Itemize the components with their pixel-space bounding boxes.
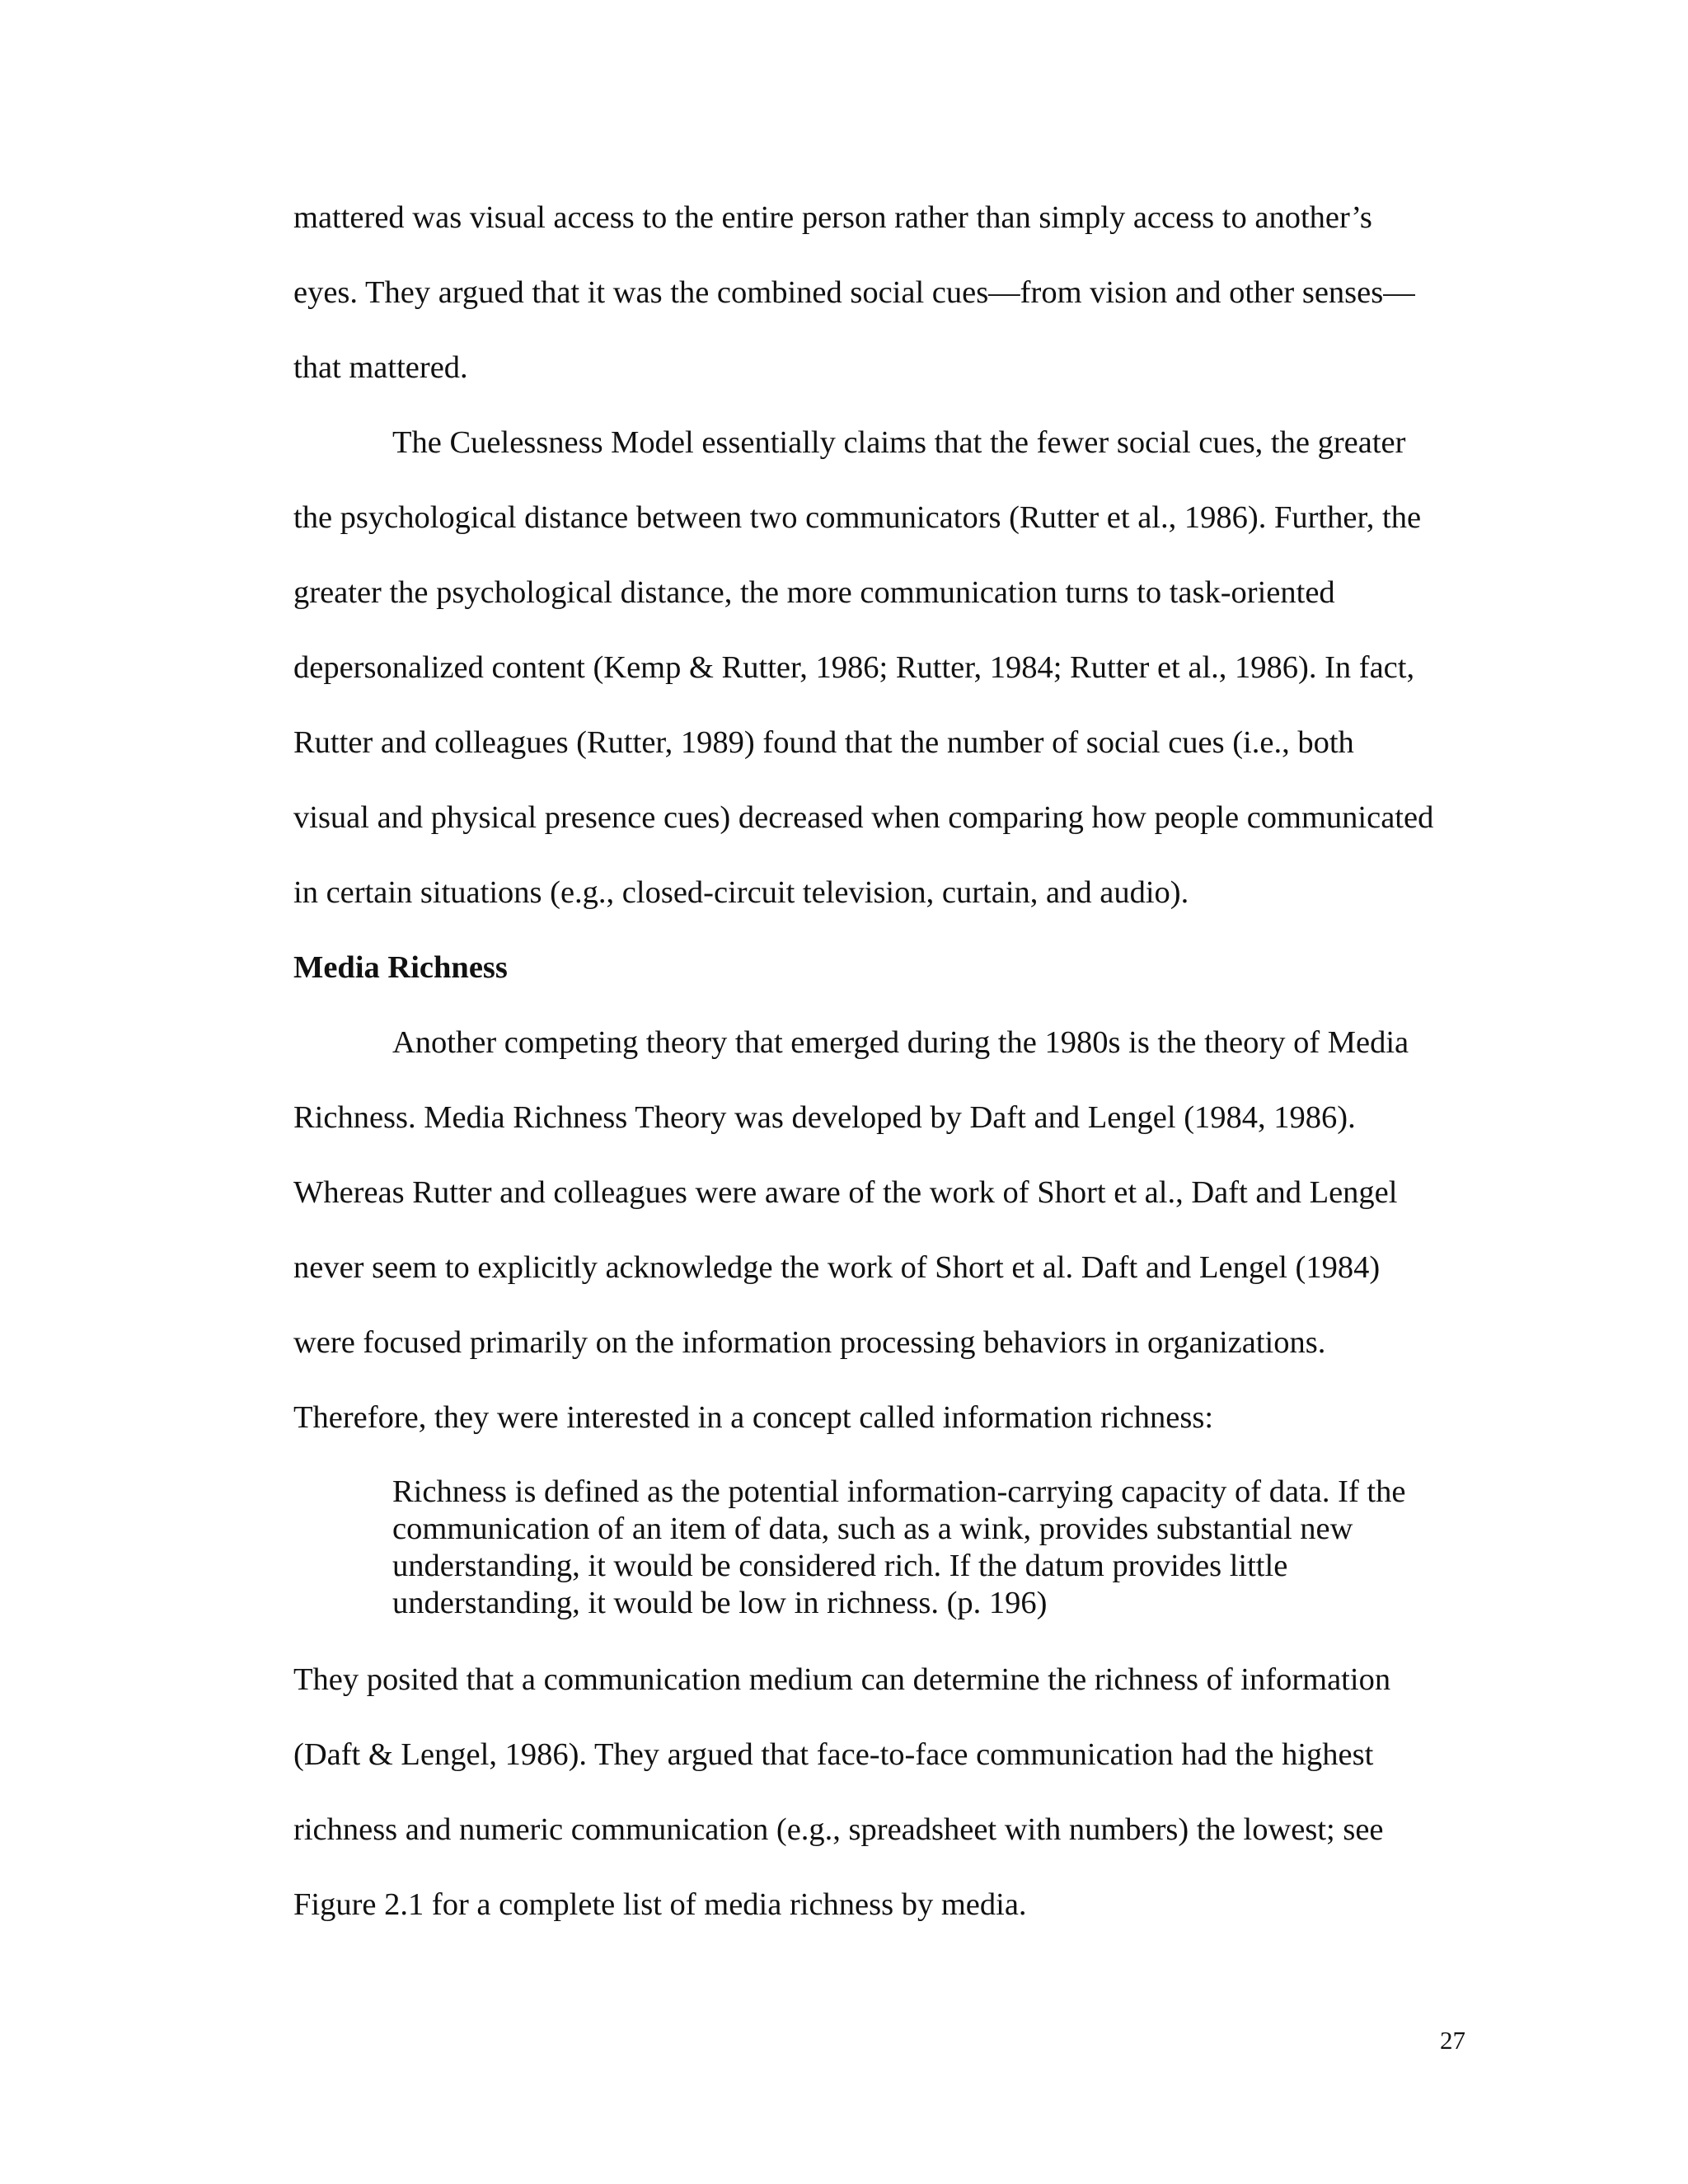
paragraph-4-line-1: They posited that a communication medium can determine the richness of information: [293, 1662, 1391, 1697]
block-quote-line-4: understanding, it would be low in richness. (p. 196): [392, 1586, 1048, 1620]
paragraph-1-line-3: that mattered.: [293, 350, 468, 385]
paragraph-3-line-5: were focused primarily on the information processing behaviors in organizations.: [293, 1325, 1326, 1360]
paragraph-3-line-1: Another competing theory that emerged during the 1980s is the theory of Media: [392, 1025, 1409, 1060]
paragraph-1-line-1: mattered was visual access to the entire person rather than simply access to another’s: [293, 200, 1372, 235]
block-quote-line-3: understanding, it would be considered rich. If the datum provides little: [392, 1549, 1288, 1583]
paragraph-2-line-5: Rutter and colleagues (Rutter, 1989) found that the number of social cues (i.e., both: [293, 725, 1354, 760]
paragraph-4-line-3: richness and numeric communication (e.g., spreadsheet with numbers) the lowest; see: [293, 1812, 1384, 1847]
paragraph-3-line-2: Richness. Media Richness Theory was developed by Daft and Lengel (1984, 1986).: [293, 1100, 1356, 1135]
paragraph-2-line-2: the psychological distance between two communicators (Rutter et al., 1986). Further, the: [293, 500, 1422, 535]
paragraph-3-line-6: Therefore, they were interested in a concept called information richness:: [293, 1400, 1214, 1435]
block-quote-line-1: Richness is defined as the potential information-carrying capacity of data. If the: [392, 1474, 1406, 1509]
block-quote-line-2: communication of an item of data, such as a wink, provides substantial new: [392, 1511, 1353, 1546]
paragraph-2-line-7: in certain situations (e.g., closed-circuit television, curtain, and audio).: [293, 875, 1189, 910]
paragraph-4-line-4: Figure 2.1 for a complete list of media richness by media.: [293, 1887, 1027, 1922]
paragraph-2-line-6: visual and physical presence cues) decreased when comparing how people communicated: [293, 800, 1434, 835]
section-heading: Media Richness: [293, 950, 508, 985]
paragraph-2-line-3: greater the psychological distance, the more communication turns to task-oriented: [293, 575, 1335, 610]
paragraph-2-line-1: The Cuelessness Model essentially claims that the fewer social cues, the greater: [392, 425, 1406, 460]
page-number: 27: [1440, 2026, 1465, 2055]
paragraph-3-line-3: Whereas Rutter and colleagues were aware of the work of Short et al., Daft and Lengel: [293, 1175, 1398, 1210]
paragraph-1-line-2: eyes. They argued that it was the combined social cues—from vision and other senses—: [293, 275, 1415, 310]
paragraph-3-line-4: never seem to explicitly acknowledge the work of Short et al. Daft and Lengel (1984): [293, 1250, 1381, 1285]
paragraph-4-line-2: (Daft & Lengel, 1986). They argued that face-to-face communication had the highest: [293, 1737, 1374, 1772]
paragraph-2-line-4: depersonalized content (Kemp & Rutter, 1986; Rutter, 1984; Rutter et al., 1986). In fact,: [293, 650, 1415, 685]
